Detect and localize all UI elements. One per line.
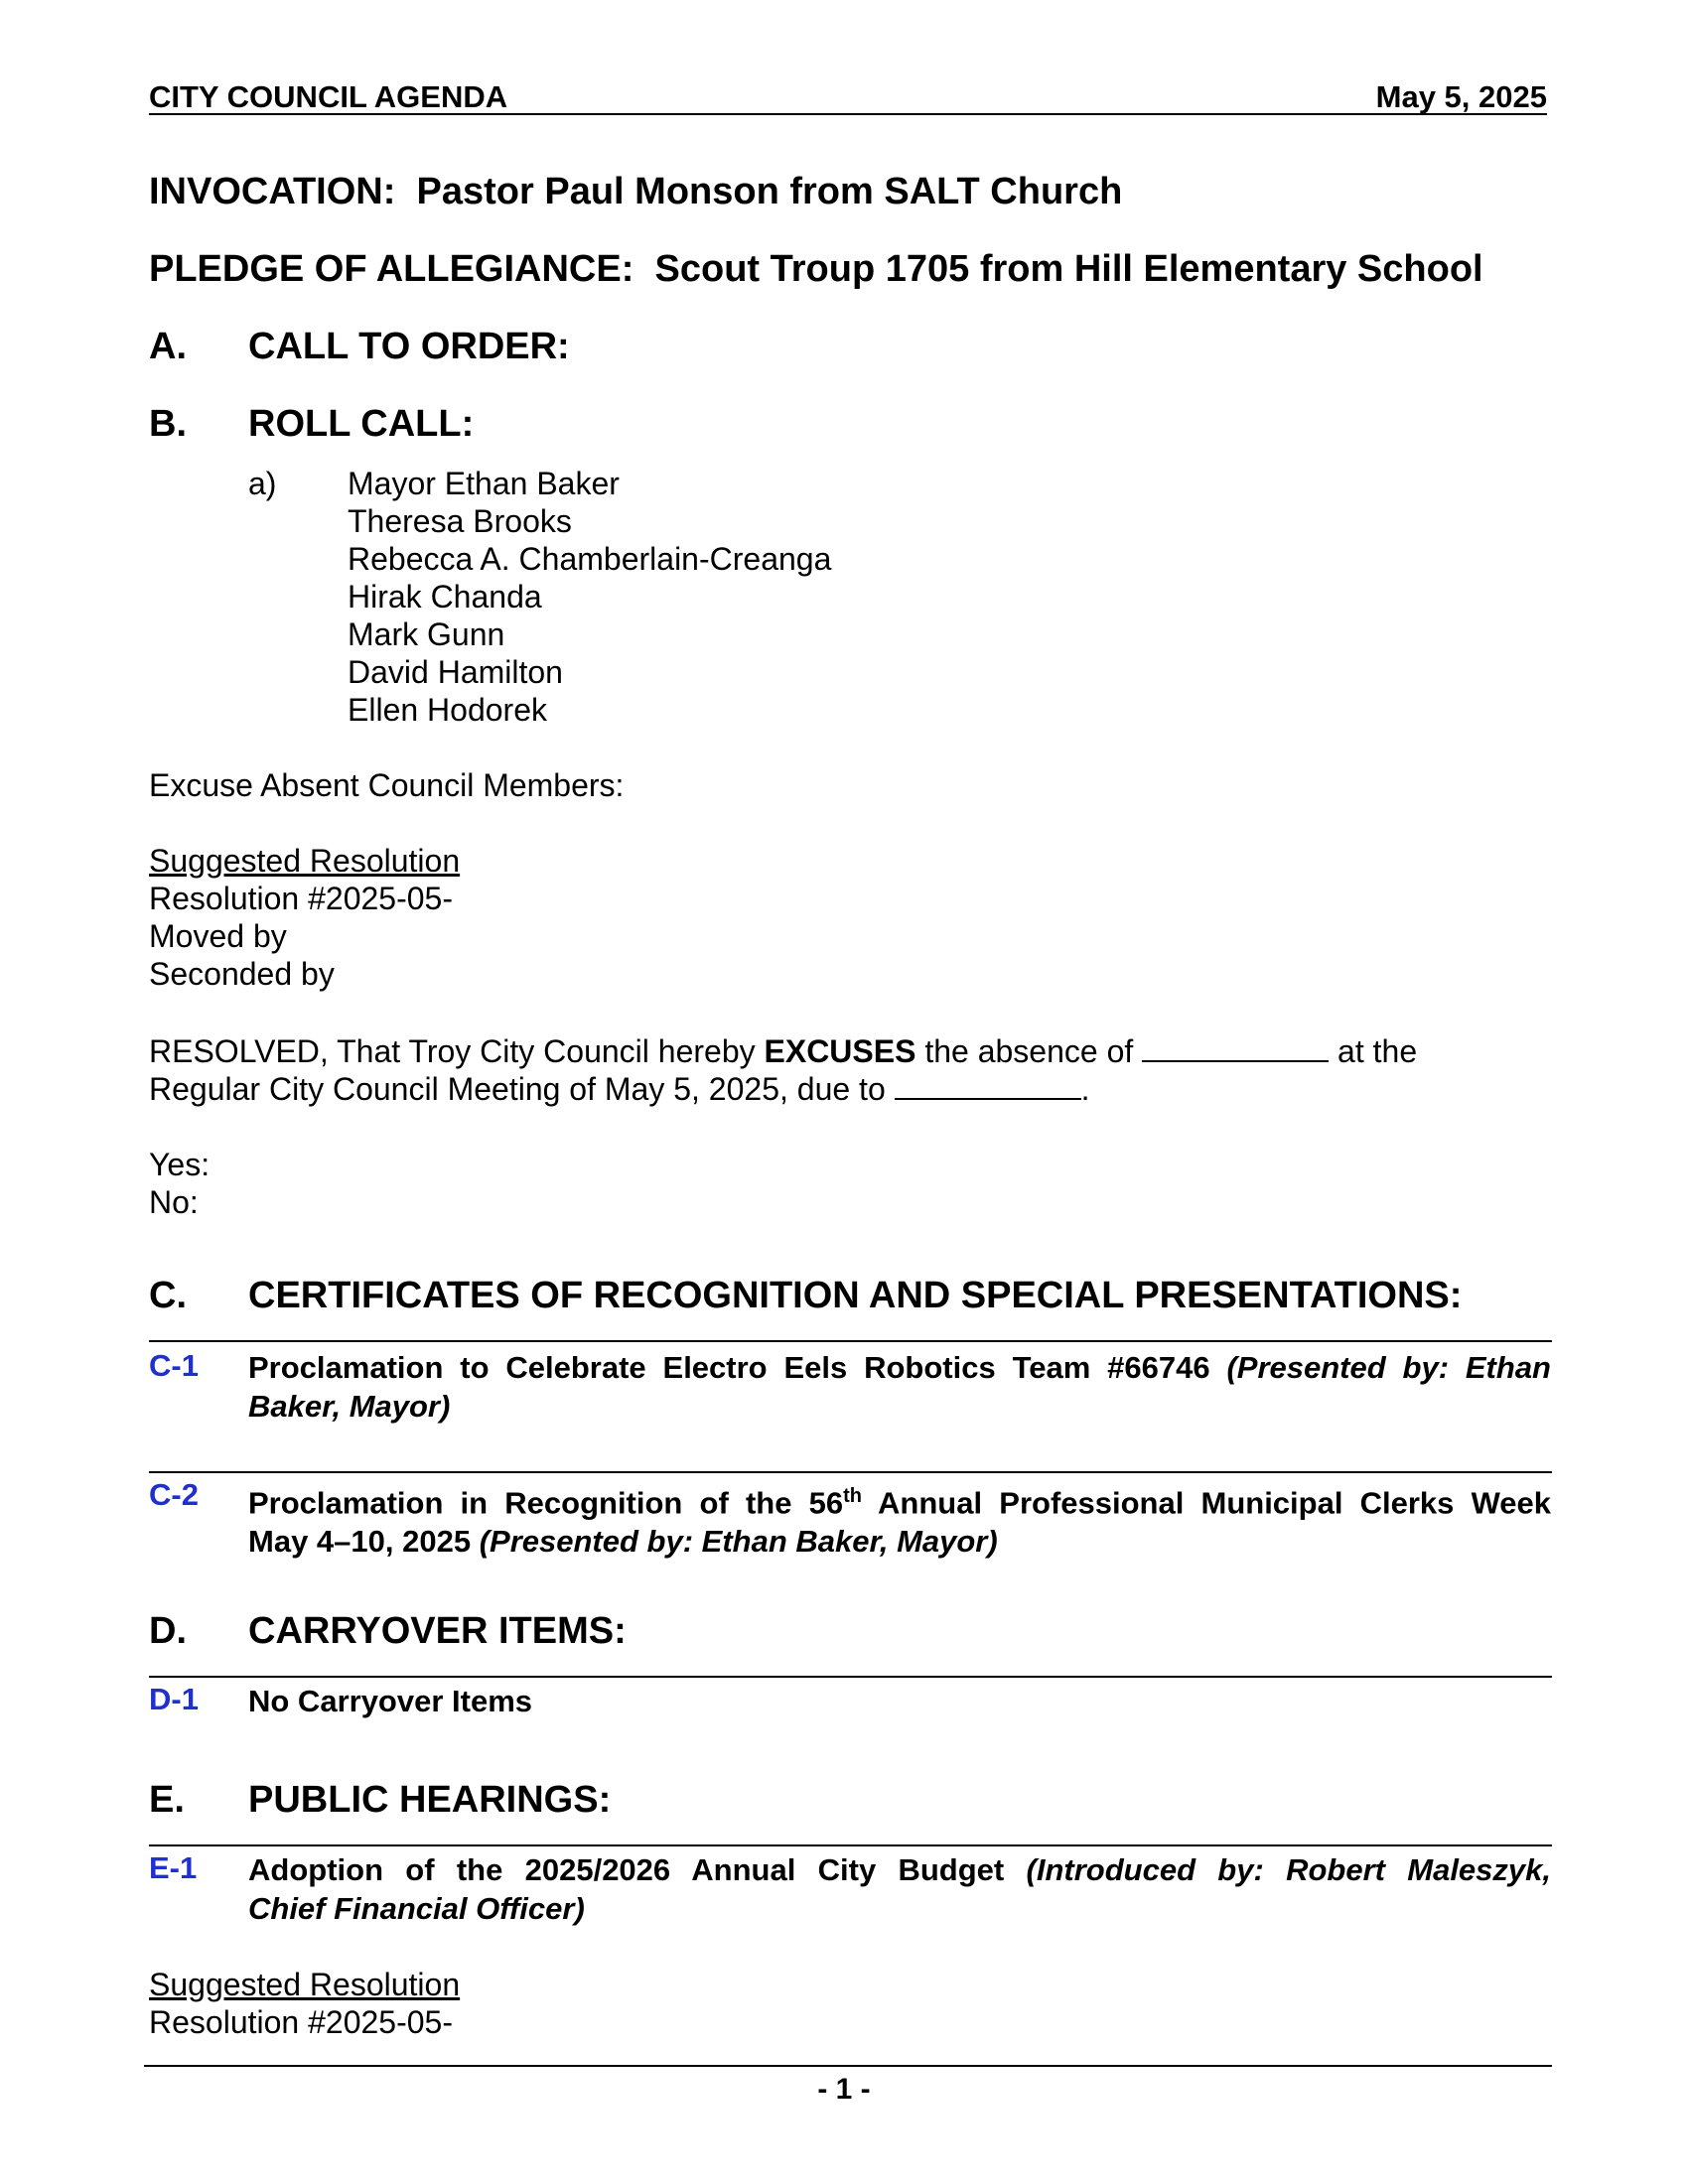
pledge-text: Scout Troup 1705 from Hill Elementary School bbox=[654, 248, 1483, 290]
vote-yes: Yes: bbox=[149, 1147, 211, 1182]
resolved-text: Regular City Council Meeting of May 5, 2025, due to bbox=[149, 1071, 886, 1107]
header-rule bbox=[149, 113, 1547, 115]
section-c-letter: C. bbox=[149, 1275, 187, 1316]
roll-call-marker: a) bbox=[248, 466, 277, 501]
item-e1-title: Adoption of the 2025/2026 Annual City Budget bbox=[248, 1852, 1005, 1887]
section-b-letter: B. bbox=[149, 403, 187, 445]
section-a-title: CALL TO ORDER: bbox=[248, 326, 570, 367]
page-number: - 1 - bbox=[817, 2073, 871, 2106]
roll-call-member: Rebecca A. Chamberlain-Creanga bbox=[348, 541, 832, 577]
resolution-number: Resolution #2025-05- bbox=[149, 881, 453, 916]
agenda-date: May 5, 2025 bbox=[1375, 79, 1547, 114]
resolution-number: Resolution #2025-05- bbox=[149, 2004, 453, 2040]
item-c2-title-cont: Annual Professional Municipal Clerks Week bbox=[878, 1485, 1551, 1521]
suggested-resolution-heading: Suggested Resolution bbox=[149, 843, 461, 879]
roll-call-member: Theresa Brooks bbox=[348, 503, 572, 539]
item-d1: No Carryover Items bbox=[248, 1684, 533, 1718]
item-c1-presenter: (Presented by: Ethan bbox=[1226, 1350, 1551, 1385]
suggested-resolution-heading: Suggested Resolution bbox=[149, 1967, 461, 2002]
item-e1 bbox=[248, 1850, 1551, 1928]
resolved-text: at the bbox=[1337, 1033, 1418, 1069]
section-rule bbox=[149, 1676, 1552, 1678]
resolved-text: the absence of bbox=[924, 1033, 1134, 1069]
section-c-title: CERTIFICATES OF RECOGNITION AND SPECIAL PRESENTATIONS: bbox=[248, 1275, 1463, 1316]
resolved-keyword: EXCUSES bbox=[764, 1033, 916, 1069]
resolved-paragraph bbox=[149, 1032, 1417, 1108]
absence-blank bbox=[1142, 1034, 1329, 1062]
invocation-text: Pastor Paul Monson from SALT Church bbox=[416, 171, 1123, 212]
item-c2-dates: May 4–10, 2025 bbox=[248, 1524, 472, 1560]
item-number-c2: C-2 bbox=[149, 1477, 199, 1512]
resolved-text: RESOLVED, That Troy City Council hereby bbox=[149, 1033, 756, 1069]
item-e1-presenter-cont: Chief Financial Officer) bbox=[248, 1891, 585, 1926]
invocation bbox=[149, 171, 1122, 213]
section-b-title: ROLL CALL: bbox=[248, 403, 475, 445]
item-c2 bbox=[248, 1477, 1551, 1561]
period: . bbox=[1080, 1071, 1090, 1107]
item-e1-presenter: (Introduced by: Robert Maleszyk, bbox=[1026, 1852, 1552, 1887]
roll-call-member: Mayor Ethan Baker bbox=[348, 466, 620, 501]
roll-call-member: Hirak Chanda bbox=[348, 579, 542, 614]
excuse-label: Excuse Absent Council Members: bbox=[149, 767, 625, 803]
footer-rule bbox=[144, 2065, 1552, 2067]
item-c1 bbox=[248, 1348, 1551, 1426]
invocation-label: INVOCATION: bbox=[149, 171, 396, 212]
item-c2-title: Proclamation in Recognition of the 56 bbox=[248, 1485, 844, 1521]
pledge-label: PLEDGE OF ALLEGIANCE: bbox=[149, 248, 634, 290]
roll-call-member: David Hamilton bbox=[348, 654, 563, 690]
section-rule bbox=[149, 1471, 1552, 1473]
section-e-letter: E. bbox=[149, 1779, 185, 1821]
item-c1-title: Proclamation to Celebrate Electro Eels Robotics Team #66746 bbox=[248, 1350, 1210, 1385]
excuse-block bbox=[149, 842, 460, 993]
roll-call-list bbox=[348, 465, 831, 729]
pledge bbox=[149, 248, 1483, 291]
item-number-c1: C-1 bbox=[149, 1348, 199, 1383]
section-e-title: PUBLIC HEARINGS: bbox=[248, 1779, 612, 1821]
vote-block bbox=[149, 1146, 210, 1221]
section-d-letter: D. bbox=[149, 1610, 187, 1652]
section-a-letter: A. bbox=[149, 326, 187, 367]
e-resolution-block bbox=[149, 1966, 460, 2041]
ordinal-suffix: th bbox=[843, 1485, 863, 1507]
item-number-d1: D-1 bbox=[149, 1682, 199, 1716]
section-rule bbox=[149, 1340, 1552, 1342]
vote-no: No: bbox=[149, 1184, 199, 1220]
seconded-by: Seconded by bbox=[149, 956, 335, 992]
item-number-e1: E-1 bbox=[149, 1850, 198, 1885]
section-rule bbox=[149, 1844, 1552, 1846]
roll-call-member: Ellen Hodorek bbox=[348, 692, 547, 728]
reason-blank bbox=[895, 1072, 1081, 1100]
item-c2-presenter: (Presented by: Ethan Baker, Mayor) bbox=[479, 1524, 998, 1560]
section-d-title: CARRYOVER ITEMS: bbox=[248, 1610, 627, 1652]
agenda-title: CITY COUNCIL AGENDA bbox=[149, 79, 508, 114]
roll-call-member: Mark Gunn bbox=[348, 616, 505, 652]
item-c1-presenter-cont: Baker, Mayor) bbox=[248, 1389, 451, 1424]
moved-by: Moved by bbox=[149, 918, 287, 954]
